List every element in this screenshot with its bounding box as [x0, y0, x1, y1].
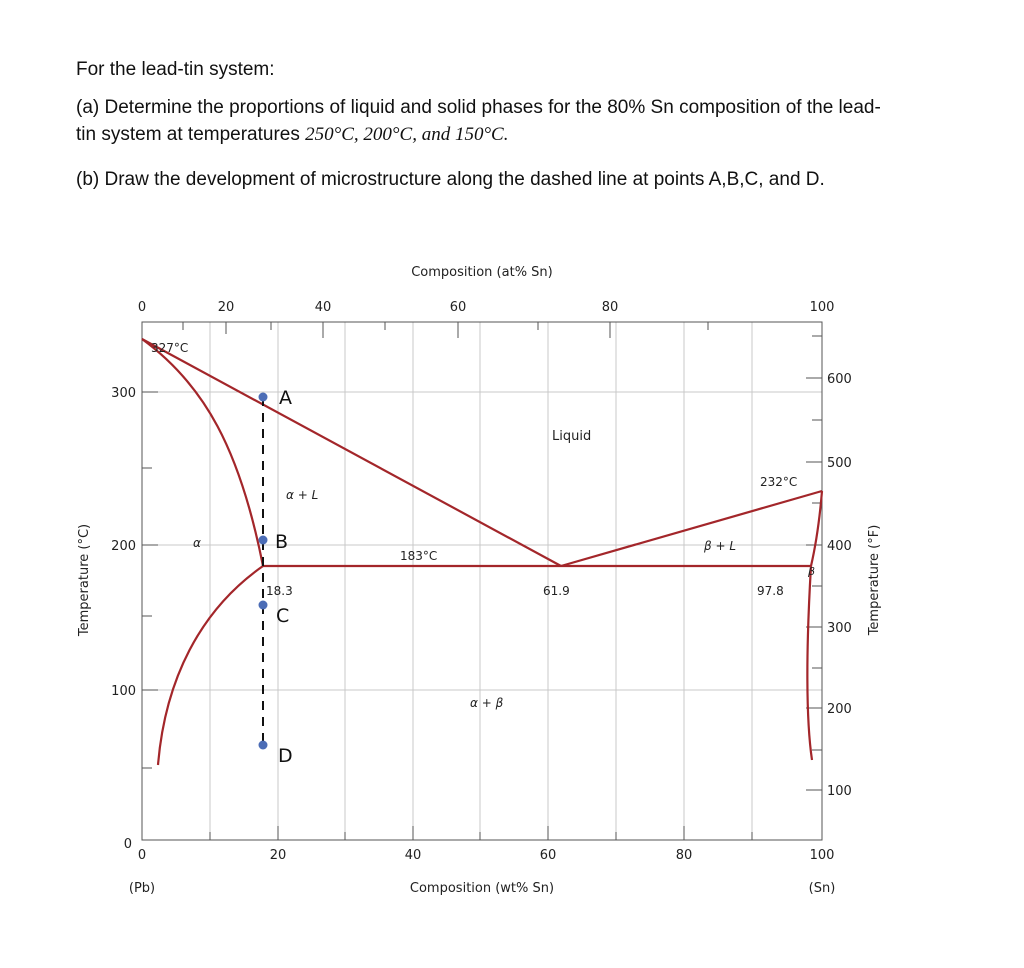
top-tick-100: 100: [809, 300, 835, 315]
top-axis-ticks: [183, 322, 708, 338]
sn-melting-label: 232°C: [760, 475, 798, 489]
left-axis-ticks: [142, 392, 158, 768]
left-tick-300: 300: [111, 386, 136, 401]
point-b-label: B: [275, 531, 289, 553]
left-tick-100: 100: [111, 684, 136, 699]
left-tick-200: 200: [111, 539, 136, 554]
left-axis-title: Temperature (°C): [77, 523, 92, 637]
liquid-label: Liquid: [552, 429, 592, 444]
bottom-tick-100: 100: [809, 848, 835, 863]
top-tick-40: 40: [314, 300, 332, 315]
right-tick-400: 400: [827, 539, 852, 554]
right-tick-100: 100: [827, 784, 852, 799]
right-tick-200: 200: [827, 702, 852, 717]
left-tick-0: 0: [123, 837, 132, 852]
beta-label: β: [808, 565, 816, 578]
beta-plus-liquid-label: β + L: [704, 539, 737, 553]
solidus-beta: [811, 491, 822, 566]
alpha-label: α: [193, 536, 201, 550]
alpha-plus-liquid-label: α + L: [286, 488, 319, 502]
question-part-b: (b) Draw the development of microstructure along the dashed line at points A,B,C, and D.: [76, 169, 825, 190]
point-a-label: A: [279, 387, 292, 409]
right-end-label: (Sn): [808, 881, 836, 896]
left-end-label: (Pb): [128, 881, 156, 896]
top-tick-0: 0: [137, 300, 147, 315]
right-tick-600: 600: [827, 372, 852, 387]
bottom-tick-40: 40: [404, 848, 422, 863]
question-title: For the lead-tin system:: [76, 59, 275, 80]
beta-max-label: 97.8: [757, 584, 784, 598]
point-a-marker: [259, 393, 268, 402]
eutectic-temp-label: 183°C: [400, 549, 438, 563]
lead-tin-phase-diagram: [0, 250, 1024, 930]
point-c-label: C: [276, 605, 290, 627]
bottom-axis-ticks: [210, 826, 752, 840]
right-tick-300: 300: [827, 621, 852, 636]
bottom-tick-0: 0: [137, 848, 147, 863]
right-tick-500: 500: [827, 456, 852, 471]
top-axis-title: Composition (at% Sn): [411, 265, 553, 280]
bottom-tick-80: 80: [675, 848, 693, 863]
liquidus-left: [142, 339, 561, 566]
top-tick-60: 60: [449, 300, 467, 315]
question-part-a: [76, 94, 896, 148]
solvus-beta: [807, 566, 812, 760]
point-b-marker: [259, 536, 268, 545]
point-d-marker: [259, 741, 268, 750]
point-c-marker: [259, 601, 268, 610]
alpha-max-label: 18.3: [266, 584, 293, 598]
right-axis-title: Temperature (°F): [867, 524, 882, 636]
point-d-label: D: [278, 745, 293, 767]
question-part-a-temperatures: 250°C, 200°C, and 150°C.: [305, 124, 509, 145]
alpha-plus-beta-label: α + β: [470, 696, 504, 710]
solidus-alpha: [142, 339, 263, 566]
bottom-tick-60: 60: [539, 848, 557, 863]
question-part-a-text: (a) Determine the proportions of liquid and solid phases for the 80% Sn composition of the lead-tin system at temperatures: [76, 97, 881, 145]
eutectic-comp-label: 61.9: [543, 584, 570, 598]
liquidus-right: [561, 491, 822, 566]
bottom-tick-20: 20: [269, 848, 287, 863]
bottom-axis-title: Composition (wt% Sn): [409, 881, 555, 896]
pb-melting-label: 327°C: [151, 341, 189, 355]
top-tick-80: 80: [601, 300, 619, 315]
top-tick-20: 20: [217, 300, 235, 315]
